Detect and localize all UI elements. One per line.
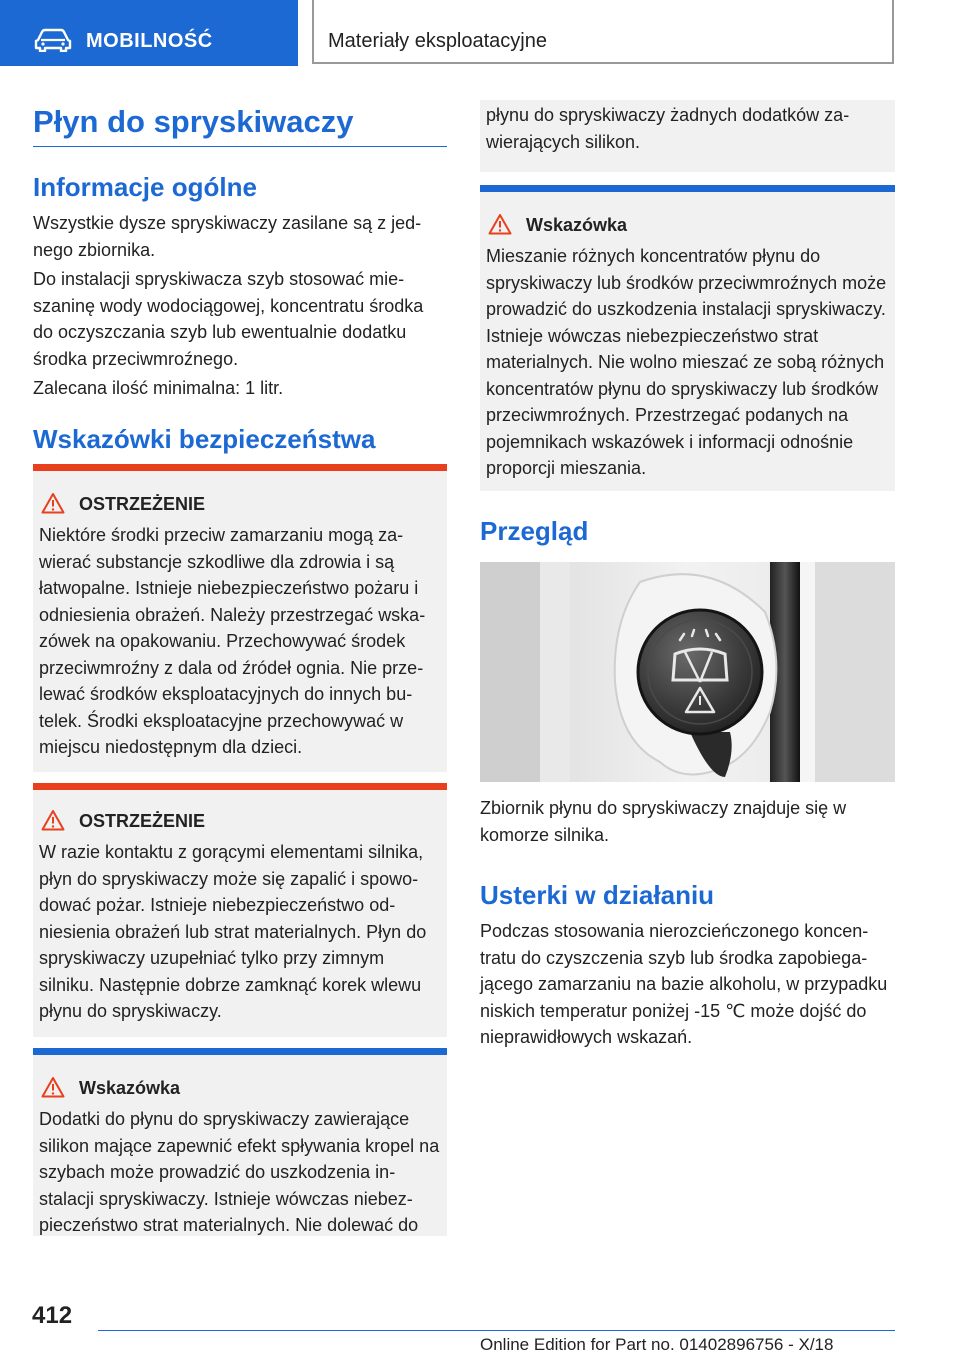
note-bar (33, 1048, 447, 1055)
page-title: Płyn do spryskiwaczy (33, 104, 354, 139)
warning-bar (33, 464, 447, 471)
note-box (33, 1048, 447, 1236)
faults-heading: Usterki w działaniu (480, 880, 715, 910)
header-section-label: Materiały eksploatacyjne (328, 30, 547, 52)
note-title: Wskazówka (526, 215, 628, 235)
car-icon (34, 28, 72, 52)
note-title: Wskazówka (79, 1078, 181, 1098)
warning-bar (33, 783, 447, 790)
warning-triangle-icon (41, 1076, 65, 1098)
page-number: 412 (32, 1302, 73, 1329)
note-text: Dodatki do płynu do spryskiwaczy zawierające silikon mające zapewnić efekt spływania kropel na szybach może prowadzić do uszkodzenia instalacji spryskiwaczy. Istnieje wówczas niebezpieczeństwo strat materialnych. Nie dolewać do (39, 1109, 440, 1235)
note-bar (480, 185, 895, 192)
washer-fluid-cap-photo (480, 562, 895, 782)
warning-box (33, 783, 447, 1037)
header-tab (0, 0, 298, 66)
general-paragraph-3: Zalecana ilość minimalna: 1 litr. (33, 378, 284, 398)
warning-text: W razie kontaktu z gorącymi elementami silnika, płyn do spryskiwaczy może się zapalić i spowodować pożar. Istnieje niebezpieczeństwo odniesienia obrażeń lub strat materialnych. Płyn do spryskiwaczy uzupełniać tylko przy zimnym silniku. Następnie dobrze zamknąć korek wlewu płynu do spryskiwaczy. (39, 842, 427, 1021)
warning-triangle-icon (488, 213, 512, 235)
general-paragraph-2: Do instalacji spryskiwacza szyb stosować mieszaninę wody wodociągowej, koncentratu środka do oczyszczania szyb lub ewentualnie dodatku środka przeciwmroźnego. (33, 269, 424, 369)
header-tab-label: MOBILNOŚĆ (86, 30, 213, 52)
note-text-continued: płynu do spryskiwaczy żadnych dodatków zawierających silikon. (486, 105, 850, 152)
title-rule (33, 146, 447, 147)
warning-text: Niektóre środki przeciw zamarzaniu mogą zawierać substancje szkodliwe dla zdrowia i są łatwopalne. Istnieje niebezpieczeństwo pożaru i odniesienia obrażeń. Należy przestrzegać wskazówek na opakowaniu. Przechowywać środek przeciwmroźny z dala od źródeł ognia. Nie przelewać środków eksploatacyjnych do innych butelek. Środki eksploatacyjne przechowywać w miejscu niedostępnym dla dzieci. (39, 525, 426, 757)
footer-rule (98, 1330, 895, 1331)
general-paragraph-1: Wszystkie dysze spryskiwaczy zasilane są z jednego zbiornika. (33, 213, 422, 260)
note-text: Mieszanie różnych koncentratów płynu do spryskiwaczy lub środków przeciwmroźnych może prowadzić do uszkodzenia instalacji spryskiwaczy. Istnieje wówczas niebezpieczeństwo strat materialnych. Nie wolno mieszać ze sobą różnych koncentratów płynu do spryskiwaczy lub środków przeciwmroźnych. Przestrzegać podanych na pojemnikach wskazówek i informacji odnośnie proporcji mieszania. (486, 246, 887, 478)
photo-caption: Zbiornik płynu do spryskiwaczy znajduje się w komorze silnika. (480, 798, 847, 845)
warning-box (33, 464, 447, 772)
overview-heading: Przegląd (480, 516, 589, 546)
faults-paragraph: Podczas stosowania nierozcieńczonego koncentratu do czyszczenia szyb lub środka zapobiegającego zamarzaniu na bazie alkoholu, w przypadku niskich temperatur poniżej -15 ℃ może dojść do nieprawidłowych wskazań. (480, 921, 888, 1047)
warning-triangle-icon (41, 809, 65, 831)
warning-title: OSTRZEŻENIE (79, 811, 206, 831)
footer-edition: Online Edition for Part no. 01402896756 - X/18 (480, 1335, 834, 1354)
warning-title: OSTRZEŻENIE (79, 494, 206, 514)
note-box-continued (480, 100, 895, 172)
note-box (480, 185, 895, 491)
warning-triangle-icon (41, 492, 65, 514)
header-section (312, 0, 894, 64)
safety-heading: Wskazówki bezpieczeństwa (33, 424, 376, 454)
general-heading: Informacje ogólne (33, 172, 257, 202)
